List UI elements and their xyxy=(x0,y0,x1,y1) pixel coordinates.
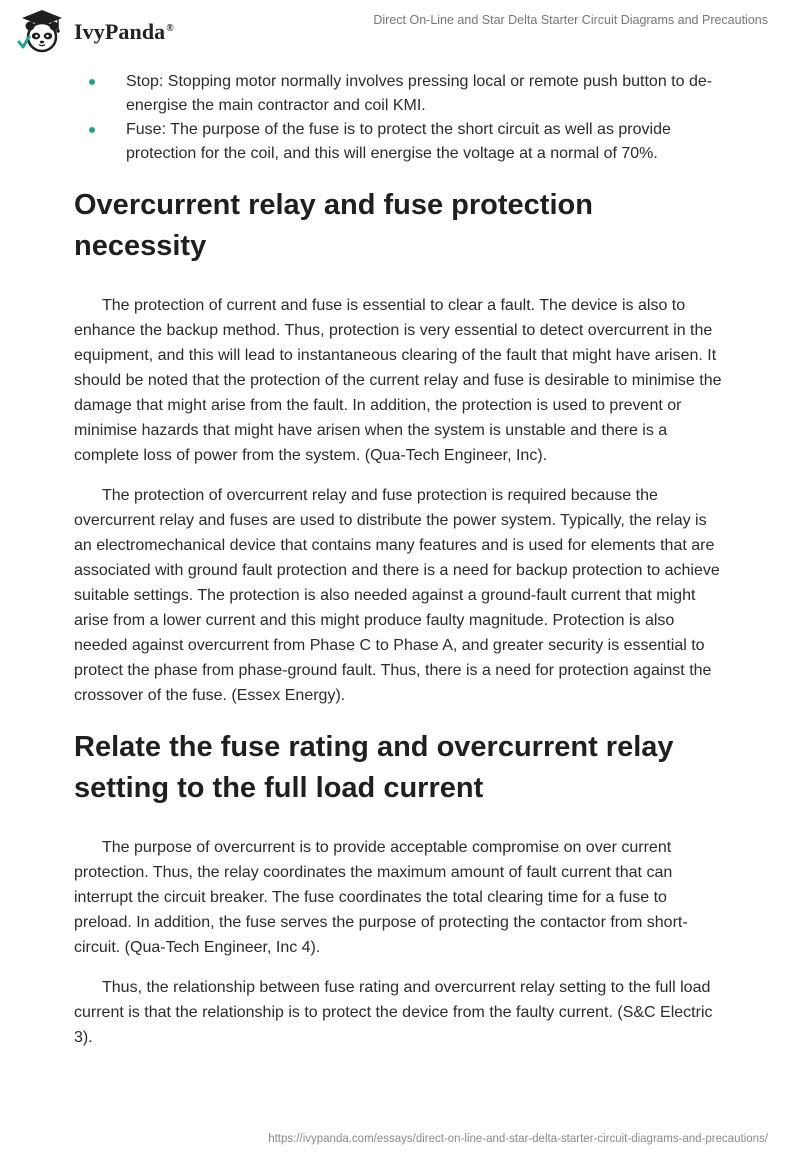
list-item xyxy=(74,118,728,166)
page-header xyxy=(0,0,800,60)
brand-name: IvyPanda® xyxy=(74,19,174,44)
bullet-list xyxy=(74,70,728,166)
list-item-text: Fuse: The purpose of the fuse is to protect the short circuit as well as provide protection for the coil, and this will energise the voltage at a normal of 70%. xyxy=(126,121,671,162)
bullet-dot-icon xyxy=(89,127,95,133)
list-item-text: Stop: Stopping motor normally involves pressing local or remote push button to de-energise the main contractor and coil KMI. xyxy=(126,73,713,114)
section-heading: Relate the fuse rating and overcurrent relay setting to the full load current xyxy=(74,731,674,804)
list-item xyxy=(74,70,728,118)
section-heading: Overcurrent relay and fuse protection necessity xyxy=(74,189,593,262)
bullet-dot-icon xyxy=(89,79,95,85)
essay-content xyxy=(74,70,728,1065)
paragraph: Thus, the relationship between fuse rating and overcurrent relay setting to the full load current is that the relationship is to protect the device from the faulty current. (S&C Electric 3). xyxy=(74,979,713,1046)
document-title: Direct On-Line and Star Delta Starter Circuit Diagrams and Precautions xyxy=(373,13,768,27)
panda-graduate-icon xyxy=(16,8,68,56)
paragraph: The purpose of overcurrent is to provide acceptable compromise on over current protection. Thus, the relay coordinates the maximum amount of fault current that can interrupt the circuit breaker. The fuse coordinates the total clearing time for a fuse to preload. In addition, the fuse serves the purpose of protecting the contactor from short-circuit. (Qua-Tech Engineer, Inc 4). xyxy=(74,839,688,956)
brand-logo[interactable] xyxy=(16,8,174,56)
source-url[interactable]: https://ivypanda.com/essays/direct-on-line-and-star-delta-starter-circuit-diagrams-and-precautions/ xyxy=(268,1133,768,1145)
paragraph: The protection of current and fuse is essential to clear a fault. The device is also to enhance the backup method. Thus, protection is very essential to detect overcurrent in the equipment, and this will lead to instantaneous clearing of the fault that might have arisen. It should be noted that the protection of the current relay and fuse is desirable to minimise the damage that might arise from the fault. In addition, the protection is used to prevent or minimise hazards that might have arisen when the system is unstable and there is a complete loss of power from the system. (Qua-Tech Engineer, Inc). xyxy=(74,297,722,464)
paragraph: The protection of overcurrent relay and fuse protection is required because the overcurrent relay and fuses are used to distribute the power system. Typically, the relay is an electromechanical device that contains many features and is used for elements that are associated with ground fault protection and there is a need for backup protection to achieve suitable settings. The protection is also needed against a ground-fault current that might arise from a lower current and this might produce faulty magnitude. Protection is also needed against overcurrent from Phase C to Phase A, and greater security is essential to protect the phase from phase-ground fault. Thus, there is a need for protection against the crossover of the fuse. (Essex Energy). xyxy=(74,487,720,704)
